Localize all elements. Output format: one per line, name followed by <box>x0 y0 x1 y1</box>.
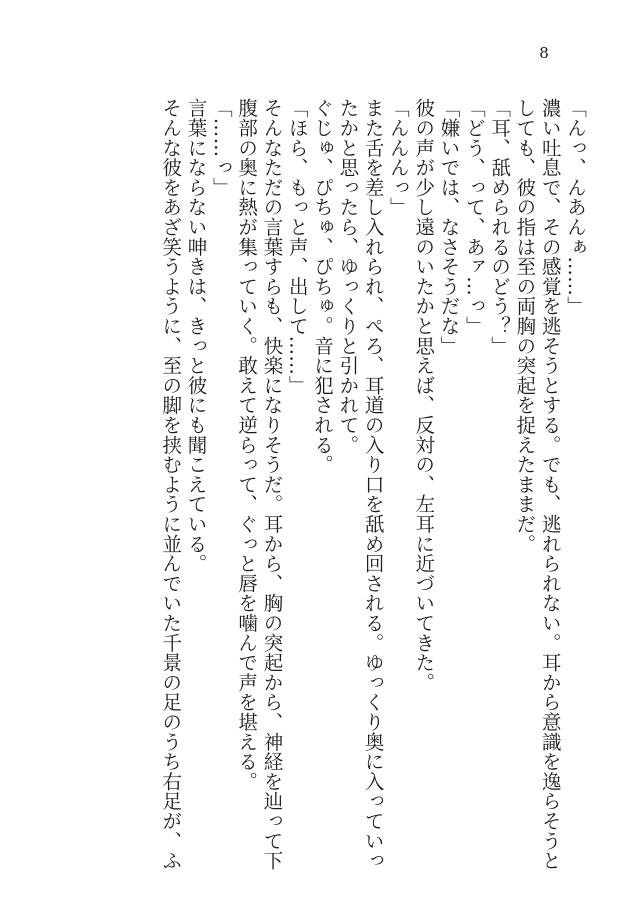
text-line: ぐじゅ、ぴちゅ、ぴちゅ。音に犯される。 <box>311 98 335 475</box>
text-line: また舌を差し入れられ、ぺろ、耳道の入り口を舐め回される。ゆっくり奥に入っていっ <box>361 98 385 871</box>
text-line: たかと思ったら、ゆっくりと引かれて。 <box>336 98 360 455</box>
text-line: 腹部の奥に熱が集っていく。敢えて逆らって、ぐっと唇を噛んで声を堪える。 <box>235 98 259 791</box>
text-line: 「んんんっ」 <box>386 98 410 217</box>
text-line: 濃い吐息で、その感覚を逃そうとする。でも、逃れられない。耳から意識を逸らそうと <box>538 98 562 871</box>
text-line: 彼の声が少し遠のいたかと思えば、反対の、左耳に近づいてきた。 <box>412 98 436 692</box>
text-line: そんなただの言葉すらも、快楽になりそうだ。耳から、胸の突起から、神経を辿って下 <box>260 98 284 871</box>
text-line: 言葉にならない呻きは、きっと彼にも聞こえている。 <box>184 98 208 574</box>
text-line: 「どう、って、あァ…っ」 <box>462 98 486 336</box>
text-line: 「んっ、んあんぁ……」 <box>564 98 587 316</box>
text-line: しても、彼の指は至の両胸の突起を捉えたままだ。 <box>513 98 537 554</box>
vertical-text-body <box>158 98 588 871</box>
text-line: 「耳、舐められるのどう？」 <box>488 98 512 356</box>
text-line: 「……っ」 <box>209 98 233 197</box>
text-line: 「嫌いでは、なさそうだな」 <box>437 98 461 356</box>
text-line: そんな彼をあざ笑うように、至の脚を挟むように並んでいた千景の足のうち右足が、ふ <box>159 98 183 871</box>
page-number: 8 <box>539 44 549 62</box>
text-line: 「ほら、もっと声、出して……」 <box>285 98 309 395</box>
